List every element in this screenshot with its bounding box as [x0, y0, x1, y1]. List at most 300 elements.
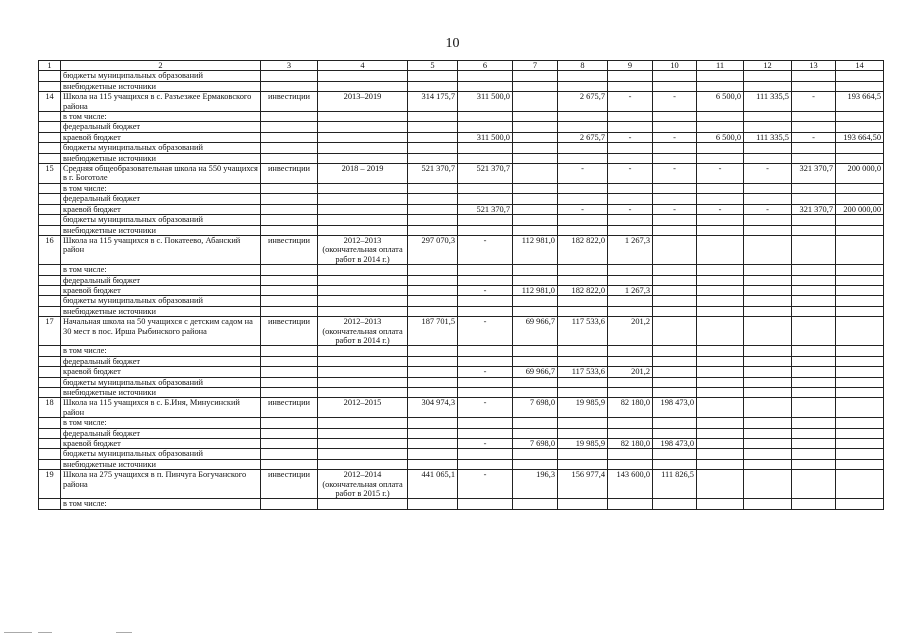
table-cell: [458, 81, 513, 91]
table-row: [39, 285, 884, 295]
table-cell: 1 267,3: [608, 235, 653, 264]
table-cell: бюджеты муниципальных образований: [61, 143, 261, 153]
table-cell: [261, 367, 318, 377]
table-cell: [408, 225, 458, 235]
table-cell: 2012–2014 (окончательная оплата работ в 2015 г.): [318, 470, 408, 499]
table-row: [39, 215, 884, 225]
table-cell: [261, 285, 318, 295]
table-cell: [513, 204, 558, 214]
table-cell: [513, 71, 558, 81]
table-cell: 182 822,0: [558, 285, 608, 295]
table-cell: [608, 265, 653, 275]
table-cell: [513, 143, 558, 153]
table-cell: [653, 265, 697, 275]
table-cell: [697, 398, 744, 418]
table-cell: [318, 183, 408, 193]
table-cell: [458, 112, 513, 122]
table-cell: бюджеты муниципальных образований: [61, 215, 261, 225]
table-cell: 201,2: [608, 317, 653, 346]
table-cell: [39, 265, 61, 275]
table-cell: [697, 122, 744, 132]
table-cell: 441 065,1: [408, 470, 458, 499]
table-cell: [744, 306, 792, 316]
table-cell: [836, 367, 884, 377]
table-cell: [318, 449, 408, 459]
table-cell: [608, 194, 653, 204]
table-cell: [513, 153, 558, 163]
table-cell: [608, 499, 653, 509]
table-cell: 196,3: [513, 470, 558, 499]
table-row: [39, 194, 884, 204]
table-cell: [836, 153, 884, 163]
table-cell: [653, 112, 697, 122]
table-cell: [792, 71, 836, 81]
table-cell: [513, 275, 558, 285]
table-cell: в том числе:: [61, 418, 261, 428]
table-cell: [39, 81, 61, 91]
table-cell: [318, 346, 408, 356]
table-row: [39, 112, 884, 122]
table-cell: [836, 439, 884, 449]
table-cell: [792, 306, 836, 316]
table-cell: 311 500,0: [458, 92, 513, 112]
table-cell: 112 981,0: [513, 235, 558, 264]
table-cell: [558, 306, 608, 316]
table-cell: [744, 285, 792, 295]
table-cell: [39, 204, 61, 214]
table-cell: внебюджетные источники: [61, 306, 261, 316]
table-cell: [513, 164, 558, 184]
table-cell: [261, 112, 318, 122]
table-cell: [608, 428, 653, 438]
page-number: 10: [445, 36, 460, 51]
table-cell: в том числе:: [61, 112, 261, 122]
table-cell: [39, 499, 61, 509]
table-cell: Средняя общеобразовательная школа на 550 учащихся в г. Боготоле: [61, 164, 261, 184]
table-cell: [608, 122, 653, 132]
table-cell: 14: [39, 92, 61, 112]
table-cell: [513, 81, 558, 91]
table-cell: [744, 356, 792, 366]
table-cell: [261, 439, 318, 449]
table-cell: [39, 71, 61, 81]
table-cell: [318, 122, 408, 132]
table-cell: внебюджетные источники: [61, 81, 261, 91]
table-cell: [697, 112, 744, 122]
table-cell: [653, 459, 697, 469]
table-cell: [653, 428, 697, 438]
table-cell: [558, 265, 608, 275]
table-cell: [697, 356, 744, 366]
table-cell: [261, 265, 318, 275]
table-cell: [39, 449, 61, 459]
table-row: [39, 449, 884, 459]
table-cell: федеральный бюджет: [61, 428, 261, 438]
table-cell: [653, 81, 697, 91]
table-cell: [836, 81, 884, 91]
table-cell: [792, 388, 836, 398]
table-cell: [408, 459, 458, 469]
table-cell: -: [458, 398, 513, 418]
table-cell: [608, 183, 653, 193]
table-cell: 2018 – 2019: [318, 164, 408, 184]
table-cell: [558, 356, 608, 366]
table-cell: [408, 428, 458, 438]
table-cell: [608, 377, 653, 387]
table-cell: [513, 356, 558, 366]
table-cell: [408, 122, 458, 132]
table-cell: 156 977,4: [558, 470, 608, 499]
column-header: 3: [261, 61, 318, 71]
table-cell: [744, 470, 792, 499]
table-cell: [744, 81, 792, 91]
table-cell: [261, 346, 318, 356]
table-row: [39, 143, 884, 153]
table-cell: [608, 275, 653, 285]
table-cell: внебюджетные источники: [61, 225, 261, 235]
table-row: [39, 428, 884, 438]
table-cell: [697, 317, 744, 346]
table-cell: [836, 296, 884, 306]
column-header: 9: [608, 61, 653, 71]
table-cell: [608, 346, 653, 356]
table-cell: [558, 194, 608, 204]
table-row: [39, 164, 884, 184]
table-cell: [261, 428, 318, 438]
table-cell: 143 600,0: [608, 470, 653, 499]
table-body: [39, 61, 884, 510]
table-cell: [608, 143, 653, 153]
table-cell: 200 000,00: [836, 204, 884, 214]
table-cell: [261, 388, 318, 398]
table-cell: [608, 225, 653, 235]
table-cell: 304 974,3: [408, 398, 458, 418]
table-cell: [39, 122, 61, 132]
table-cell: [653, 153, 697, 163]
table-cell: -: [697, 204, 744, 214]
table-cell: [653, 215, 697, 225]
table-cell: [792, 183, 836, 193]
table-cell: [836, 428, 884, 438]
table-cell: [792, 398, 836, 418]
table-cell: [513, 306, 558, 316]
table-cell: [458, 499, 513, 509]
table-cell: [792, 459, 836, 469]
table-cell: [39, 346, 61, 356]
table-cell: [458, 306, 513, 316]
table-cell: [39, 388, 61, 398]
table-cell: [744, 346, 792, 356]
table-cell: 117 533,6: [558, 317, 608, 346]
table-cell: 7 698,0: [513, 439, 558, 449]
table-cell: [513, 122, 558, 132]
table-cell: [558, 215, 608, 225]
table-cell: [318, 71, 408, 81]
table-cell: [836, 356, 884, 366]
table-cell: [458, 377, 513, 387]
column-header: 13: [792, 61, 836, 71]
table-cell: [318, 204, 408, 214]
table-cell: -: [608, 164, 653, 184]
table-cell: [458, 265, 513, 275]
table-cell: [697, 183, 744, 193]
table-cell: [653, 449, 697, 459]
table-cell: [608, 81, 653, 91]
table-row: [39, 122, 884, 132]
table-cell: [261, 71, 318, 81]
table-cell: [261, 132, 318, 142]
table-cell: [608, 71, 653, 81]
table-cell: [836, 194, 884, 204]
table-cell: внебюджетные источники: [61, 459, 261, 469]
table-cell: 82 180,0: [608, 398, 653, 418]
table-cell: [513, 346, 558, 356]
table-cell: -: [458, 470, 513, 499]
table-cell: [836, 112, 884, 122]
table-cell: [318, 418, 408, 428]
table-cell: [408, 499, 458, 509]
table-cell: [653, 275, 697, 285]
column-header: 5: [408, 61, 458, 71]
table-cell: -: [608, 204, 653, 214]
table-cell: 1 267,3: [608, 285, 653, 295]
table-cell: бюджеты муниципальных образований: [61, 449, 261, 459]
table-cell: [697, 235, 744, 264]
table-cell: [608, 306, 653, 316]
table-cell: [792, 194, 836, 204]
table-cell: [792, 439, 836, 449]
table-cell: [513, 418, 558, 428]
table-cell: [39, 285, 61, 295]
header-row: [39, 61, 884, 71]
table-cell: [513, 428, 558, 438]
table-cell: [836, 418, 884, 428]
table-cell: [744, 275, 792, 285]
table-cell: [792, 285, 836, 295]
table-cell: [653, 285, 697, 295]
table-cell: [744, 388, 792, 398]
table-row: [39, 183, 884, 193]
table-cell: [39, 194, 61, 204]
table-cell: [318, 265, 408, 275]
table-cell: [261, 418, 318, 428]
table-row: [39, 153, 884, 163]
table-cell: [513, 459, 558, 469]
table-cell: [744, 428, 792, 438]
table-cell: [792, 367, 836, 377]
table-cell: [792, 428, 836, 438]
table-cell: [39, 356, 61, 366]
table-row: [39, 204, 884, 214]
table-cell: [39, 439, 61, 449]
column-header: 4: [318, 61, 408, 71]
table-cell: [458, 225, 513, 235]
column-header: 1: [39, 61, 61, 71]
table-cell: [39, 153, 61, 163]
table-cell: [318, 306, 408, 316]
table-cell: [558, 449, 608, 459]
table-cell: [318, 143, 408, 153]
table-cell: [261, 275, 318, 285]
table-cell: [744, 225, 792, 235]
table-cell: [39, 143, 61, 153]
table-cell: [558, 143, 608, 153]
table-cell: [318, 499, 408, 509]
table-cell: [408, 132, 458, 142]
table-cell: [608, 356, 653, 366]
table-row: [39, 388, 884, 398]
table-cell: 16: [39, 235, 61, 264]
table-cell: 111 335,5: [744, 92, 792, 112]
table-cell: [408, 81, 458, 91]
table-cell: [836, 499, 884, 509]
table-cell: [558, 296, 608, 306]
table-cell: [697, 449, 744, 459]
table-row: [39, 398, 884, 418]
table-cell: -: [608, 92, 653, 112]
table-cell: 182 822,0: [558, 235, 608, 264]
table-cell: [792, 356, 836, 366]
table-cell: [558, 418, 608, 428]
table-cell: 2012–2015: [318, 398, 408, 418]
table-cell: [653, 367, 697, 377]
table-cell: -: [792, 132, 836, 142]
table-cell: 314 175,7: [408, 92, 458, 112]
table-row: [39, 306, 884, 316]
table-cell: [458, 215, 513, 225]
table-cell: [792, 81, 836, 91]
table-cell: [697, 265, 744, 275]
table-cell: [697, 215, 744, 225]
table-cell: [39, 275, 61, 285]
table-cell: Школа на 115 учащихся в с. Б.Иня, Минусинский район: [61, 398, 261, 418]
table-cell: 521 370,7: [458, 164, 513, 184]
table-cell: 200 000,0: [836, 164, 884, 184]
table-cell: бюджеты муниципальных образований: [61, 71, 261, 81]
table-cell: [458, 143, 513, 153]
table-cell: [697, 367, 744, 377]
table-cell: -: [744, 204, 792, 214]
table-row: [39, 499, 884, 509]
table-cell: [608, 296, 653, 306]
table-cell: [513, 265, 558, 275]
table-cell: [653, 225, 697, 235]
table-cell: [608, 153, 653, 163]
table-cell: [836, 235, 884, 264]
table-cell: [513, 92, 558, 112]
table-cell: [792, 225, 836, 235]
table-cell: [697, 499, 744, 509]
table-cell: [653, 388, 697, 398]
table-cell: [744, 153, 792, 163]
table-cell: [744, 398, 792, 418]
table-cell: [836, 71, 884, 81]
table-row: [39, 235, 884, 264]
table-cell: [261, 499, 318, 509]
table-cell: 17: [39, 317, 61, 346]
table-cell: [39, 418, 61, 428]
table-cell: в том числе:: [61, 265, 261, 275]
table-cell: краевой бюджет: [61, 285, 261, 295]
table-cell: 187 701,5: [408, 317, 458, 346]
table-cell: [744, 418, 792, 428]
table-row: [39, 92, 884, 112]
table-cell: [744, 143, 792, 153]
table-cell: [744, 265, 792, 275]
table-cell: [792, 265, 836, 275]
column-header: 12: [744, 61, 792, 71]
table-row: [39, 317, 884, 346]
table-cell: [513, 194, 558, 204]
table-row: [39, 356, 884, 366]
table-cell: [318, 356, 408, 366]
table-row: [39, 275, 884, 285]
table-cell: инвестиции: [261, 235, 318, 264]
table-cell: инвестиции: [261, 470, 318, 499]
table-cell: [39, 112, 61, 122]
table-cell: [792, 153, 836, 163]
table-cell: 111 335,5: [744, 132, 792, 142]
table-cell: [558, 499, 608, 509]
table-cell: федеральный бюджет: [61, 122, 261, 132]
table-cell: [39, 306, 61, 316]
table-cell: [792, 143, 836, 153]
table-row: [39, 377, 884, 387]
table-cell: [408, 449, 458, 459]
column-header: 14: [836, 61, 884, 71]
table-cell: 111 826,5: [653, 470, 697, 499]
table-cell: [836, 122, 884, 132]
table-cell: [836, 449, 884, 459]
table-cell: 82 180,0: [608, 439, 653, 449]
table-cell: Школа на 275 учащихся в п. Пинчуга Богучанского района: [61, 470, 261, 499]
table-cell: в том числе:: [61, 499, 261, 509]
table-cell: [513, 183, 558, 193]
table-cell: [458, 459, 513, 469]
table-cell: [261, 296, 318, 306]
budget-table: [38, 60, 884, 510]
table-cell: [836, 143, 884, 153]
table-cell: [458, 296, 513, 306]
table-cell: [558, 153, 608, 163]
table-cell: [513, 112, 558, 122]
table-cell: -: [608, 132, 653, 142]
table-cell: краевой бюджет: [61, 439, 261, 449]
table-cell: [458, 194, 513, 204]
table-cell: -: [458, 285, 513, 295]
table-cell: [653, 317, 697, 346]
table-cell: [836, 459, 884, 469]
table-cell: [318, 81, 408, 91]
table-cell: в том числе:: [61, 183, 261, 193]
table-cell: [792, 317, 836, 346]
table-cell: [458, 183, 513, 193]
table-cell: [608, 459, 653, 469]
table-cell: [653, 194, 697, 204]
table-cell: [261, 306, 318, 316]
table-cell: [744, 235, 792, 264]
table-cell: [261, 194, 318, 204]
table-cell: [836, 317, 884, 346]
scan-artifact: [4, 630, 304, 634]
table-cell: [792, 470, 836, 499]
table-cell: [458, 418, 513, 428]
table-cell: [261, 459, 318, 469]
table-cell: [792, 112, 836, 122]
column-header: 8: [558, 61, 608, 71]
table-cell: инвестиции: [261, 164, 318, 184]
table-cell: [39, 132, 61, 142]
